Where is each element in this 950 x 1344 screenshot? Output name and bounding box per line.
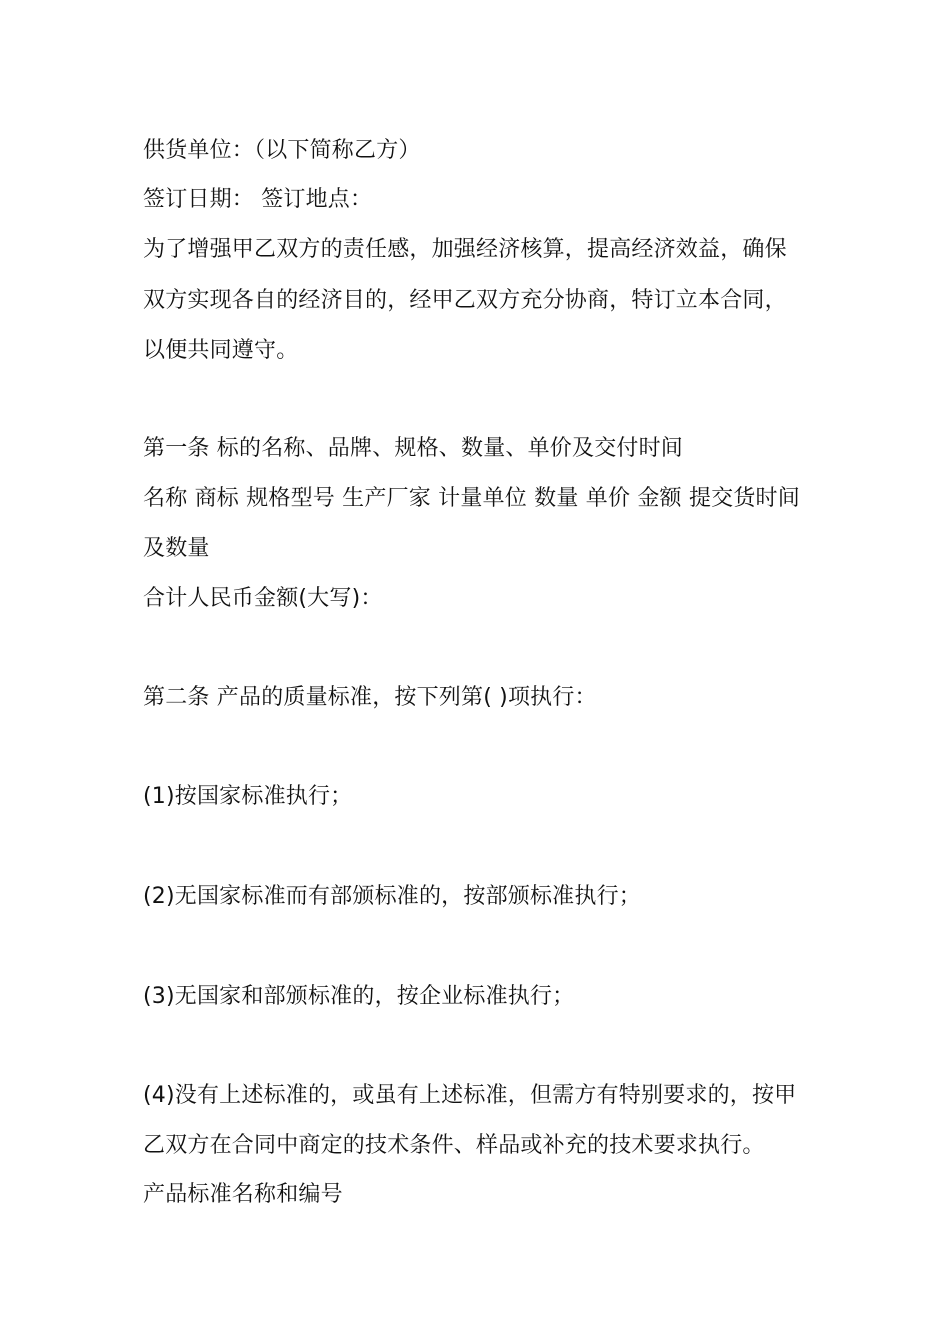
total-amount-line: 合计人民币金额(大写)：: [143, 586, 383, 611]
article-2-heading: 第二条 产品的质量标准，按下列第( )项执行：: [143, 685, 597, 710]
preamble-line-1: 为了增强甲乙双方的责任感，加强经济核算，提高经济效益，确保: [143, 237, 787, 262]
supplier-line: 供货单位：（以下简称乙方）: [143, 138, 421, 163]
preamble-line-2: 双方实现各自的经济目的，经甲乙双方充分协商，特订立本合同，: [143, 288, 787, 313]
item-columns-line-2: 及数量: [143, 536, 210, 561]
standard-option-4-line-1: (4)没有上述标准的，或虽有上述标准，但需方有特别要求的，按甲: [143, 1083, 797, 1108]
item-columns-line-1: 名称 商标 规格型号 生产厂家 计量单位 数量 单价 金额 提交货时间: [143, 486, 800, 511]
standard-option-3: (3)无国家和部颁标准的，按企业标准执行；: [143, 984, 575, 1009]
standard-option-4-line-2: 乙双方在合同中商定的技术条件、样品或补充的技术要求执行。: [143, 1133, 765, 1158]
signing-date-place-line: 签订日期： 签订地点：: [143, 187, 373, 212]
standard-option-2: (2)无国家标准而有部颁标准的，按部颁标准执行；: [143, 884, 641, 909]
standard-option-1: (1)按国家标准执行；: [143, 784, 353, 809]
product-standard-name-line: 产品标准名称和编号: [143, 1182, 343, 1207]
article-1-heading: 第一条 标的名称、品牌、规格、数量、单价及交付时间: [143, 436, 683, 461]
preamble-line-3: 以便共同遵守。: [143, 338, 299, 363]
